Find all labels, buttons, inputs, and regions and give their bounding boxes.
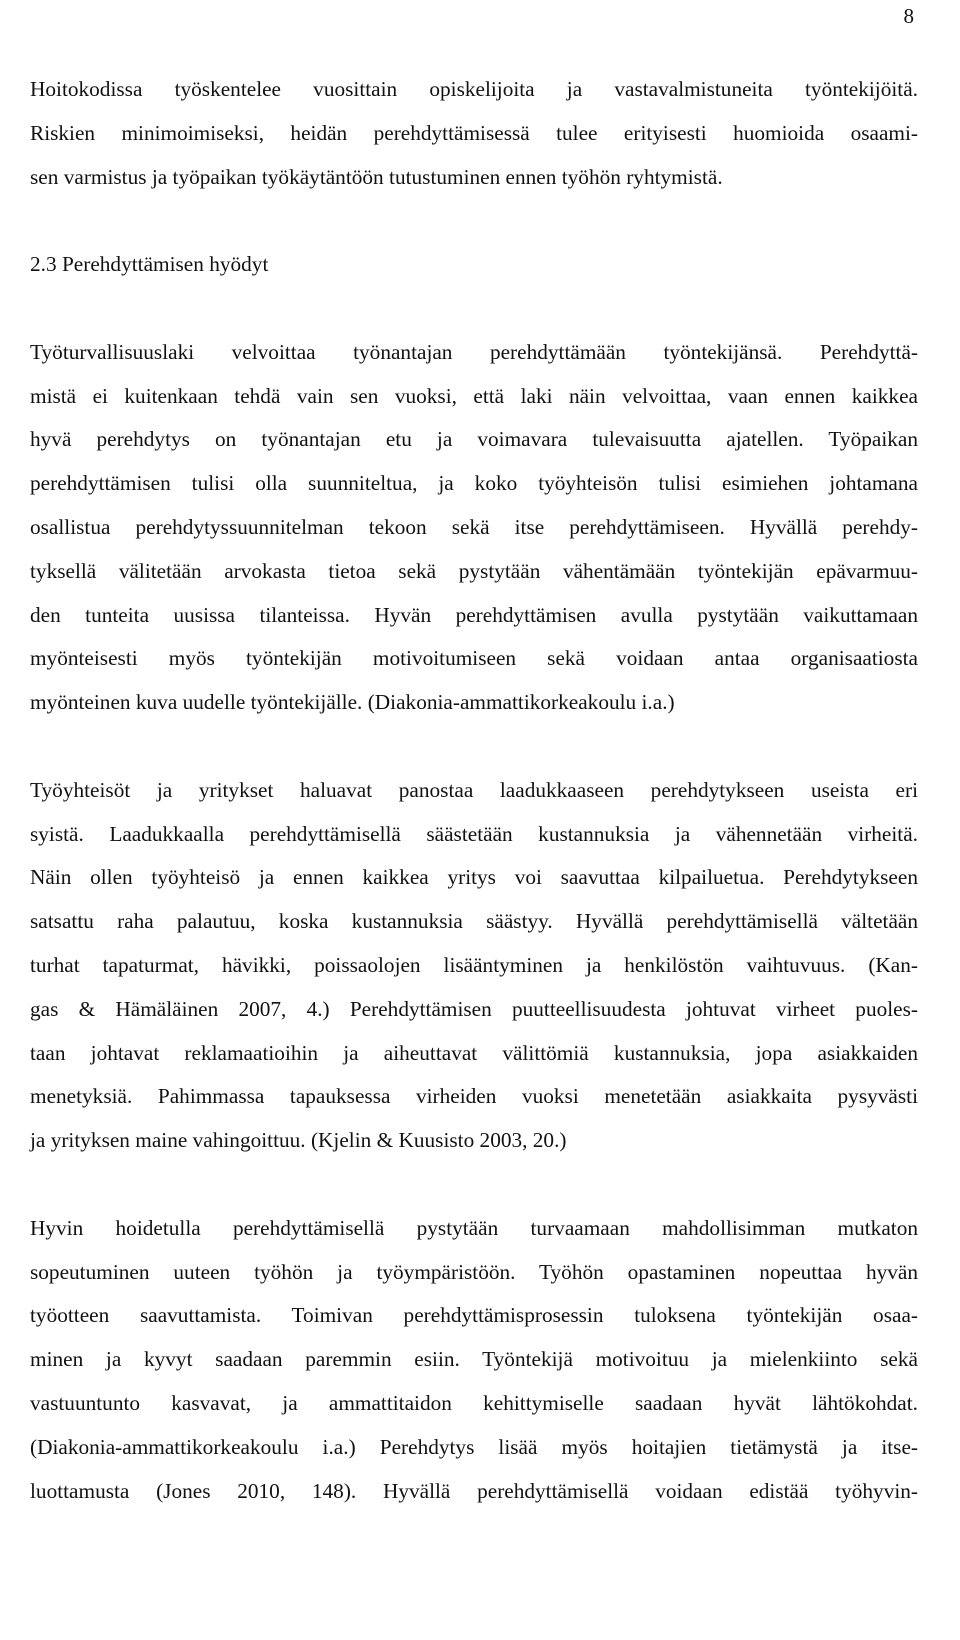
text-line: työotteen saavuttamista. Toimivan perehdyttämisprosessin tuloksena työntekijän osaa- bbox=[30, 1303, 918, 1328]
text-line: sen varmistus ja työpaikan työkäytäntöön tutustuminen ennen työhön ryhtymistä. bbox=[30, 164, 723, 189]
text-line: menetyksiä. Pahimmassa tapauksessa virheiden vuoksi menetetään asiakkaita pysyvästi bbox=[30, 1084, 918, 1109]
text-line: minen ja kyvyt saadaan paremmin esiin. Työntekijä motivoituu ja mielenkiinto sekä bbox=[30, 1347, 918, 1372]
text-line: den tunteita uusissa tilanteissa. Hyvän perehdyttämisen avulla pystytään vaikuttamaan bbox=[30, 602, 918, 627]
text-line: Riskien minimoimiseksi, heidän perehdyttämisessä tulee erityisesti huomioida osaami- bbox=[30, 120, 918, 145]
body-paragraph-2 bbox=[30, 769, 918, 1163]
body-paragraph-3 bbox=[30, 1207, 918, 1514]
text-line: Hyvin hoidetulla perehdyttämisellä pystytään turvaamaan mahdollisimman mutkaton bbox=[30, 1215, 918, 1240]
paragraph-spacer bbox=[30, 287, 918, 331]
text-line: luottamusta (Jones 2010, 148). Hyvällä perehdyttämisellä voidaan edistää työhyvin- bbox=[30, 1478, 918, 1503]
text-line: sopeutuminen uuteen työhön ja työympäristöön. Työhön opastaminen nopeuttaa hyvän bbox=[30, 1259, 918, 1284]
text-line: myönteinen kuva uudelle työntekijälle. (Diakonia-ammattikorkeakoulu i.a.) bbox=[30, 690, 675, 715]
section-heading: 2.3 Perehdyttämisen hyödyt bbox=[30, 252, 269, 277]
text-line: mistä ei kuitenkaan tehdä vain sen vuoksi, että laki näin velvoittaa, vaan ennen kaikkea bbox=[30, 383, 918, 408]
text-line: myönteisesti myös työntekijän motivoitumiseen sekä voidaan antaa organisaatiosta bbox=[30, 646, 918, 671]
text-line: satsattu raha palautuu, koska kustannuksia säästyy. Hyvällä perehdyttämisellä vältetään bbox=[30, 909, 918, 934]
page-number: 8 bbox=[903, 4, 914, 28]
text-line: vastuuntunto kasvavat, ja ammattitaidon kehittymiselle saadaan hyvät lähtökohdat. bbox=[30, 1390, 918, 1415]
text-line: perehdyttämisen tulisi olla suunniteltua, ja koko työyhteisön tulisi esimiehen johtamana bbox=[30, 471, 918, 496]
text-line: taan johtavat reklamaatioihin ja aiheuttavat välittömiä kustannuksia, jopa asiakkaiden bbox=[30, 1040, 918, 1065]
text-line: tyksellä välitetään arvokasta tietoa sekä pystytään vähentämään työntekijän epävarmuu- bbox=[30, 558, 918, 583]
page-content bbox=[30, 68, 918, 1513]
text-line: Työyhteisöt ja yritykset haluavat panostaa laadukkaaseen perehdytykseen useista eri bbox=[30, 777, 918, 802]
text-line: osallistua perehdytyssuunnitelman tekoon sekä itse perehdyttämiseen. Hyvällä perehdy- bbox=[30, 514, 918, 539]
text-line: syistä. Laadukkaalla perehdyttämisellä säästetään kustannuksia ja vähennetään virheitä. bbox=[30, 821, 918, 846]
text-line: gas & Hämäläinen 2007, 4.) Perehdyttämisen puutteellisuudesta johtuvat virheet puoles- bbox=[30, 996, 918, 1021]
paragraph-spacer bbox=[30, 199, 918, 243]
text-line: hyvä perehdytys on työnantajan etu ja voimavara tulevaisuutta ajatellen. Työpaikan bbox=[30, 427, 918, 452]
body-paragraph-1 bbox=[30, 331, 918, 725]
text-line: Työturvallisuuslaki velvoittaa työnantajan perehdyttämään työntekijänsä. Perehdyttä- bbox=[30, 339, 918, 364]
paragraph-spacer bbox=[30, 725, 918, 769]
text-line: turhat tapaturmat, hävikki, poissaolojen lisääntyminen ja henkilöstön vaihtuvuus. (Kan- bbox=[30, 952, 918, 977]
intro-paragraph bbox=[30, 68, 918, 199]
text-line: ja yrityksen maine vahingoittuu. (Kjelin & Kuusisto 2003, 20.) bbox=[30, 1128, 567, 1153]
text-line: (Diakonia-ammattikorkeakoulu i.a.) Perehdytys lisää myös hoitajien tietämystä ja itse- bbox=[30, 1434, 918, 1459]
text-line: Näin ollen työyhteisö ja ennen kaikkea yritys voi saavuttaa kilpailuetua. Perehdytykseen bbox=[30, 865, 918, 890]
paragraph-spacer bbox=[30, 1163, 918, 1207]
text-line: Hoitokodissa työskentelee vuosittain opiskelijoita ja vastavalmistuneita työntekijöitä. bbox=[30, 77, 918, 101]
